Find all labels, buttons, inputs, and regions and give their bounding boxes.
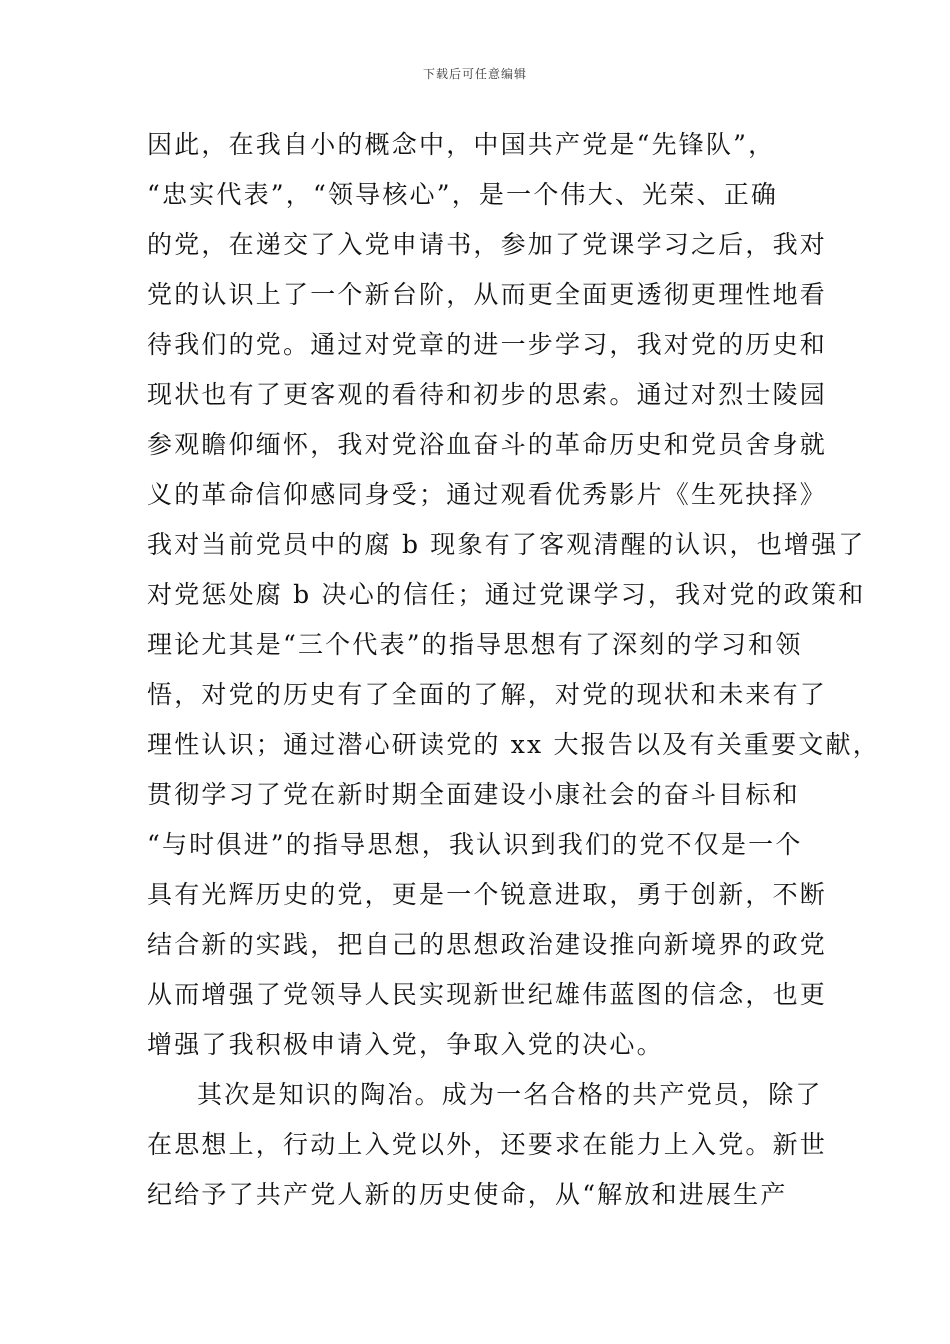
text-line: “与时俱进”的指导思想，我认识到我们的党不仅是一个 — [147, 830, 803, 859]
text-line: 在思想上，行动上入党以外，还要求在能力上入党。新世 — [147, 1130, 828, 1159]
text-line: 的党，在递交了入党申请书，参加了党课学习之后，我对 — [147, 230, 828, 259]
text-line: 因此，在我自小的概念中，中国共产党是“先锋队”， — [147, 130, 776, 159]
page-header: 下载后可任意编辑 — [422, 67, 527, 81]
text-line: 义的革命信仰感同身受；通过观看优秀影片《生死抉择》 — [147, 480, 828, 509]
paragraph-first-line: 其次是知识的陶冶。成为一名合格的共产党员，除了 — [197, 1080, 823, 1109]
text-line: 结合新的实践，把自己的思想政治建设推向新境界的政党 — [147, 930, 828, 959]
text-line: 从而增强了党领导人民实现新世纪雄伟蓝图的信念，也更 — [147, 980, 828, 1009]
text-line: 党的认识上了一个新台阶，从而更全面更透彻更理性地看 — [147, 280, 828, 309]
text-line: 纪给予了共产党人新的历史使命，从“解放和进展生产 — [147, 1180, 788, 1209]
text-line: 贯彻学习了党在新时期全面建设小康社会的奋斗目标和 — [147, 780, 800, 809]
text-line: 参观瞻仰缅怀，我对党浴血奋斗的革命历史和党员舍身就 — [147, 430, 828, 459]
text-line: 具有光辉历史的党，更是一个锐意进取，勇于创新，不断 — [147, 880, 828, 909]
text-line: 现状也有了更客观的看待和初步的思索。通过对烈士陵园 — [147, 380, 828, 409]
text-line: 我对当前党员中的腐 b 现象有了客观清醒的认识，也增强了 — [147, 530, 866, 559]
text-line: 待我们的党。通过对党章的进一步学习，我对党的历史和 — [147, 330, 828, 359]
text-line: “忠实代表”，“领导核心”，是一个伟大、光荣、正确 — [147, 180, 779, 209]
text-line: 理性认识；通过潜心研读党的 xx 大报告以及有关重要文献， — [147, 730, 880, 759]
text-line: 增强了我积极申请入党，争取入党的决心。 — [147, 1030, 664, 1059]
text-line: 理论尤其是“三个代表”的指导思想有了深刻的学习和领 — [147, 630, 803, 659]
text-line: 对党惩处腐 b 决心的信任；通过党课学习，我对党的政策和 — [147, 580, 866, 609]
text-line: 悟，对党的历史有了全面的了解，对党的现状和未来有了 — [147, 680, 828, 709]
